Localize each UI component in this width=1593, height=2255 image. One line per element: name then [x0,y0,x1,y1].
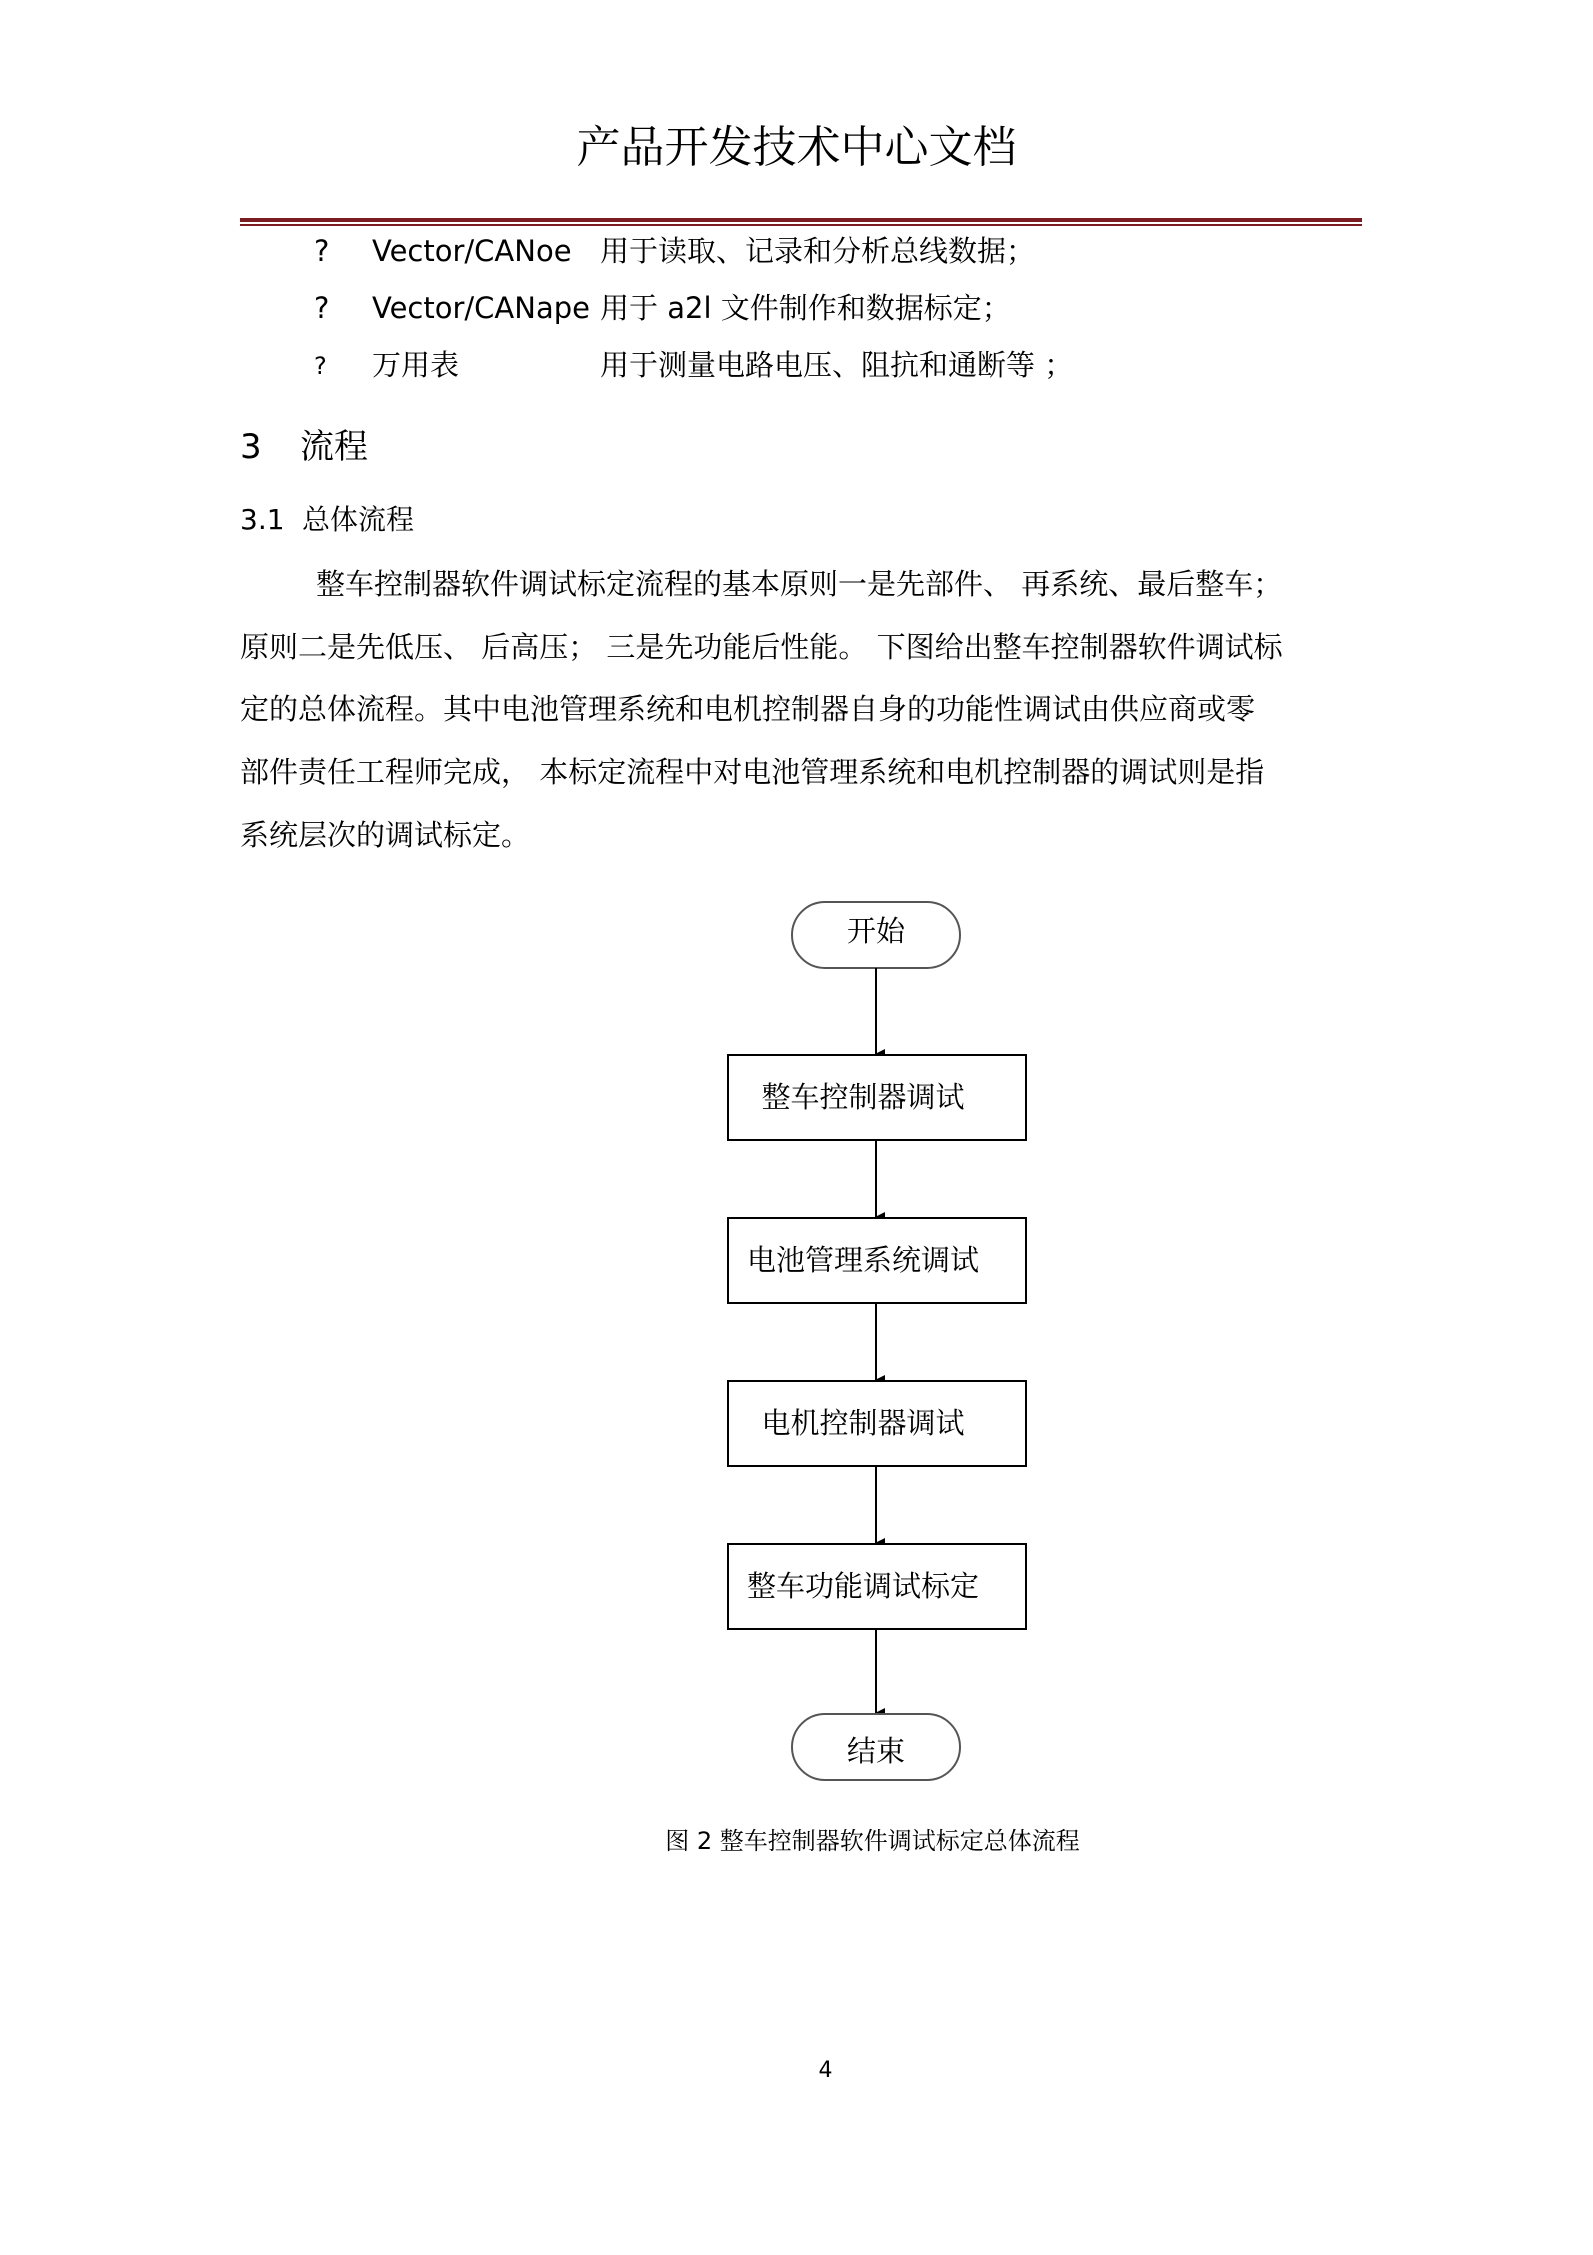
section-number: 3 [240,427,262,467]
figure-caption: 图 2 整车控制器软件调试标定总体流程 [665,1827,1080,1855]
tool-bullet: ? [314,352,327,380]
paragraph-line: 定的总体流程。其中电池管理系统和电机控制器自身的功能性调试由供应商或零 [240,692,1256,726]
tool-description: 用于测量电路电压、阻抗和通断等 ； [600,348,1074,382]
paragraph-line: 整车控制器软件调试标定流程的基本原则一是先部件、 再系统、最后整车； [316,567,1283,601]
paragraph-line: 原则二是先低压、 后高压； 三是先功能后性能。 下图给出整车控制器软件调试标 [240,630,1283,664]
flow-step-label: 电机控制器调试 [761,1406,965,1440]
tool-name: Vector/CANape [372,291,590,325]
tool-bullet: ? [314,234,330,268]
flow-step-label: 整车功能调试标定 [746,1569,980,1603]
paragraph-line: 系统层次的调试标定。 [240,818,531,852]
paragraph-line: 部件责任工程师完成， 本标定流程中对电池管理系统和电机控制器的调试则是指 [240,755,1265,789]
flow-step-label: 电池管理系统调试 [746,1243,980,1277]
page-number: 4 [818,2058,833,2083]
subsection-number: 3.1 [240,503,285,536]
tool-name: Vector/CANoe [372,234,572,268]
document-header-title: 产品开发技术中心文档 [576,122,1017,173]
tool-description: 用于读取、记录和分析总线数据； [600,234,1036,268]
tool-name: 万用表 [372,348,460,382]
flow-step-label: 整车控制器调试 [761,1080,965,1114]
tool-description: 用于 a2l 文件制作和数据标定； [600,291,1011,325]
section-title: 流程 [300,427,368,467]
flow-end-label: 结束 [846,1734,906,1768]
tool-bullet: ? [314,291,330,325]
flow-start-label: 开始 [846,914,906,948]
subsection-title: 总体流程 [302,503,415,536]
